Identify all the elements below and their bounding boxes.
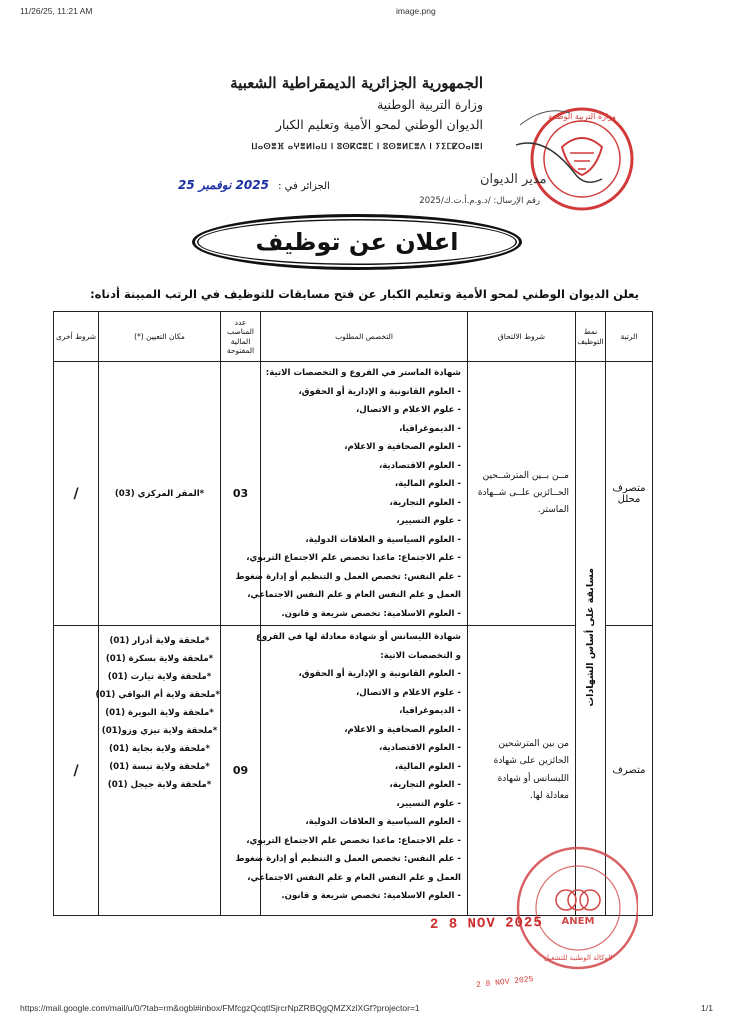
specialty-line: - العلوم الاسلامية: تخصص شريعة و قانون. bbox=[281, 891, 461, 901]
reference-number: /د.و.م.أ.ت.ك/2025 bbox=[419, 196, 491, 206]
received-small-stamp: 2 8 NOV 2025 bbox=[475, 975, 534, 990]
cell-positions: 03 bbox=[221, 362, 261, 626]
specialty-line: - العلوم الاقتصادية، bbox=[378, 743, 461, 753]
specialty-line: - العلوم القانونية و الإدارية أو الحقوق، bbox=[298, 669, 461, 679]
cell-grade: متصرف محلل bbox=[606, 362, 653, 626]
specialty-line: - العلوم القانونية و الإدارية أو الحقوق، bbox=[298, 386, 461, 397]
reference-number-label: رقم الإرسال: bbox=[493, 196, 540, 206]
reference-number-row bbox=[419, 196, 540, 206]
specialty-line: و التخصصات الاتية: bbox=[380, 650, 461, 661]
place-line: *ملحقة ولاية تيزي وزو(01) bbox=[101, 726, 218, 736]
letterhead-republic: الجمهورية الجزائرية الديمقراطية الشعبية bbox=[230, 74, 483, 92]
cell-conditions: مــن بــين المترشــحين الحــائزين علــى شــهادة الماستر. bbox=[468, 362, 576, 626]
letterhead-tifinagh: ⵡⴰⵙⴻⴼ ⴰⵖⴻⵍⵏⴰⵡ ⵏ ⵓⵙⴽⵛⴻⵎ ⵏ ⵓⵙⴻⵍⵎⴻⴷ ⵏ ⵢⵉⵎⵇⵔⴰⵏⴻⵏ bbox=[251, 141, 483, 151]
place-line: *ملحقة ولاية تبسة (01) bbox=[109, 762, 210, 772]
cell-place bbox=[99, 362, 221, 626]
anem-stamp-text: الوكالة الوطنية للتشغيل bbox=[543, 954, 613, 962]
specialty-line: العمل و علم النفس العام و علم النفس الاجتماعي، bbox=[247, 872, 461, 883]
reference-place: الجزائر في : bbox=[278, 181, 330, 192]
print-timestamp: 11/26/25, 11:21 AM bbox=[20, 6, 93, 16]
print-page-number: 1/1 bbox=[701, 1003, 713, 1013]
specialty-line: - العلوم المالية، bbox=[394, 761, 461, 772]
specialty-line: - العلوم التجارية، bbox=[389, 780, 461, 790]
cell-positions: 09 bbox=[221, 626, 261, 916]
header-positions: عدد المناصب المالية المفتوحة bbox=[221, 312, 261, 362]
specialty-line: - علم الاجتماع: ماعدا تخصص علم الاجتماع التربوي، bbox=[246, 835, 461, 846]
specialty-line: - علم الاجتماع: ماعدا تخصص علم الاجتماع التربوي، bbox=[246, 553, 461, 563]
specialty-line: - علوم التسيير، bbox=[396, 798, 461, 809]
print-filename: image.png bbox=[396, 6, 436, 16]
specialty-line: - علوم الاعلام و الاتصال، bbox=[356, 405, 461, 415]
specialty-line: العمل و علم النفس العام و علم النفس الاجتماعي، bbox=[247, 590, 461, 600]
announcement-title-frame bbox=[192, 214, 522, 270]
table-row bbox=[54, 362, 653, 626]
anem-stamp-org: ANEM bbox=[561, 916, 595, 927]
print-footer bbox=[0, 1003, 745, 1017]
print-url: https://mail.google.com/mail/u/0/?tab=rm&ogbl#inbox/FMfcgzQcqtlSjrcrNpZRBQgQMZXzlXGf?projector=1 bbox=[20, 1003, 420, 1013]
official-stamp-top bbox=[512, 95, 638, 211]
specialty-line: شهادة الماستر في الفروع و التخصصات الاتية: bbox=[265, 368, 461, 378]
header-mode: نمط التوظيف bbox=[576, 312, 606, 362]
cell-other: / bbox=[54, 626, 99, 916]
announcement-title: اعلان عن توظيف bbox=[255, 228, 459, 256]
header-other: شروط أخرى bbox=[54, 312, 99, 362]
specialty-line: - العلوم الاقتصادية، bbox=[378, 460, 461, 471]
cell-grade: متصرف bbox=[606, 626, 653, 916]
header-place: مكان التعيين (*) bbox=[99, 312, 221, 362]
place-line: *ملحقة ولاية البويرة (01) bbox=[105, 708, 214, 718]
print-header bbox=[0, 6, 745, 20]
specialty-line: - العلوم التجارية، bbox=[389, 497, 461, 508]
announcement-intro: يعلن الديوان الوطني لمحو الأمية وتعليم الكبار عن فتح مسابقات للتوظيف في الرتب المبينة أدناه: bbox=[90, 287, 639, 301]
letterhead-office: الديوان الوطني لمحو الأمية وتعليم الكبار bbox=[275, 117, 483, 132]
header-conditions: شروط الالتحاق bbox=[468, 312, 576, 362]
specialty-line: شهادة الليسانس أو شهادة معادلة لها في الفروع bbox=[255, 632, 461, 642]
place-line: *ملحقة ولاية جيجل (01) bbox=[107, 780, 212, 790]
specialty-line: - العلوم الصحافية و الاعلام، bbox=[344, 442, 461, 452]
mode-text: مسابقة على أساس الشهادات bbox=[585, 567, 596, 707]
specialty-line: - علوم التسيير، bbox=[396, 516, 461, 526]
place-line: *ملحقة ولاية تيارت (01) bbox=[107, 672, 212, 682]
specialty-line: - الديموغرافيا، bbox=[399, 706, 461, 716]
specialty-line: - علوم الاعلام و الاتصال، bbox=[356, 687, 461, 698]
specialty-line: - العلوم المالية، bbox=[394, 479, 461, 489]
place-line: *ملحقة ولاية بجاية (01) bbox=[109, 744, 210, 754]
cell-place bbox=[95, 626, 221, 916]
reference-place-date bbox=[178, 178, 330, 192]
specialty-line: - العلوم الصحافية و الاعلام، bbox=[344, 724, 461, 735]
stamp-top-text: وزارة التربية الوطنية bbox=[548, 112, 616, 121]
header-grade: الرتبة bbox=[606, 312, 653, 362]
cell-other: / bbox=[54, 362, 99, 626]
place-line: *ملحقة ولاية أم البواقي (01) bbox=[95, 690, 220, 700]
letterhead-ministry: وزارة التربية الوطنية bbox=[377, 97, 483, 112]
header-specialty: التخصص المطلوب bbox=[261, 312, 468, 362]
place-line: *ملحقة ولاية أدرار (01) bbox=[109, 636, 210, 646]
table-header-row bbox=[54, 312, 653, 362]
specialty-line: - علم النفس: تخصص العمل و التنظيم أو إدارة ضغوط bbox=[235, 854, 461, 864]
reference-date: 2025 نوفمبر 25 bbox=[178, 178, 269, 192]
anem-stamp bbox=[508, 820, 638, 990]
cell-conditions: من بين المترشحين الحائزين على شهادة الليسانس أو شهادة معادلة لها. bbox=[468, 626, 576, 916]
received-date-stamp: 2 8 NOV 2025 bbox=[429, 915, 543, 933]
place-line: *ملحقة ولاية بسكرة (01) bbox=[105, 654, 214, 664]
specialty-line: - العلوم السياسية و العلاقات الدولية، bbox=[305, 534, 461, 545]
place-line: *المقر المركزي (03) bbox=[114, 488, 205, 499]
specialty-line: - علم النفس: تخصص العمل و التنظيم أو إدارة ضغوط bbox=[235, 571, 461, 582]
specialty-line: - الديموغرافيا، bbox=[399, 423, 461, 434]
reference-sender: مدير الديوان bbox=[480, 172, 547, 187]
specialty-line: - العلوم الاسلامية: تخصص شريعة و قانون. bbox=[281, 608, 461, 619]
specialty-line: - العلوم السياسية و العلاقات الدولية، bbox=[305, 817, 461, 827]
